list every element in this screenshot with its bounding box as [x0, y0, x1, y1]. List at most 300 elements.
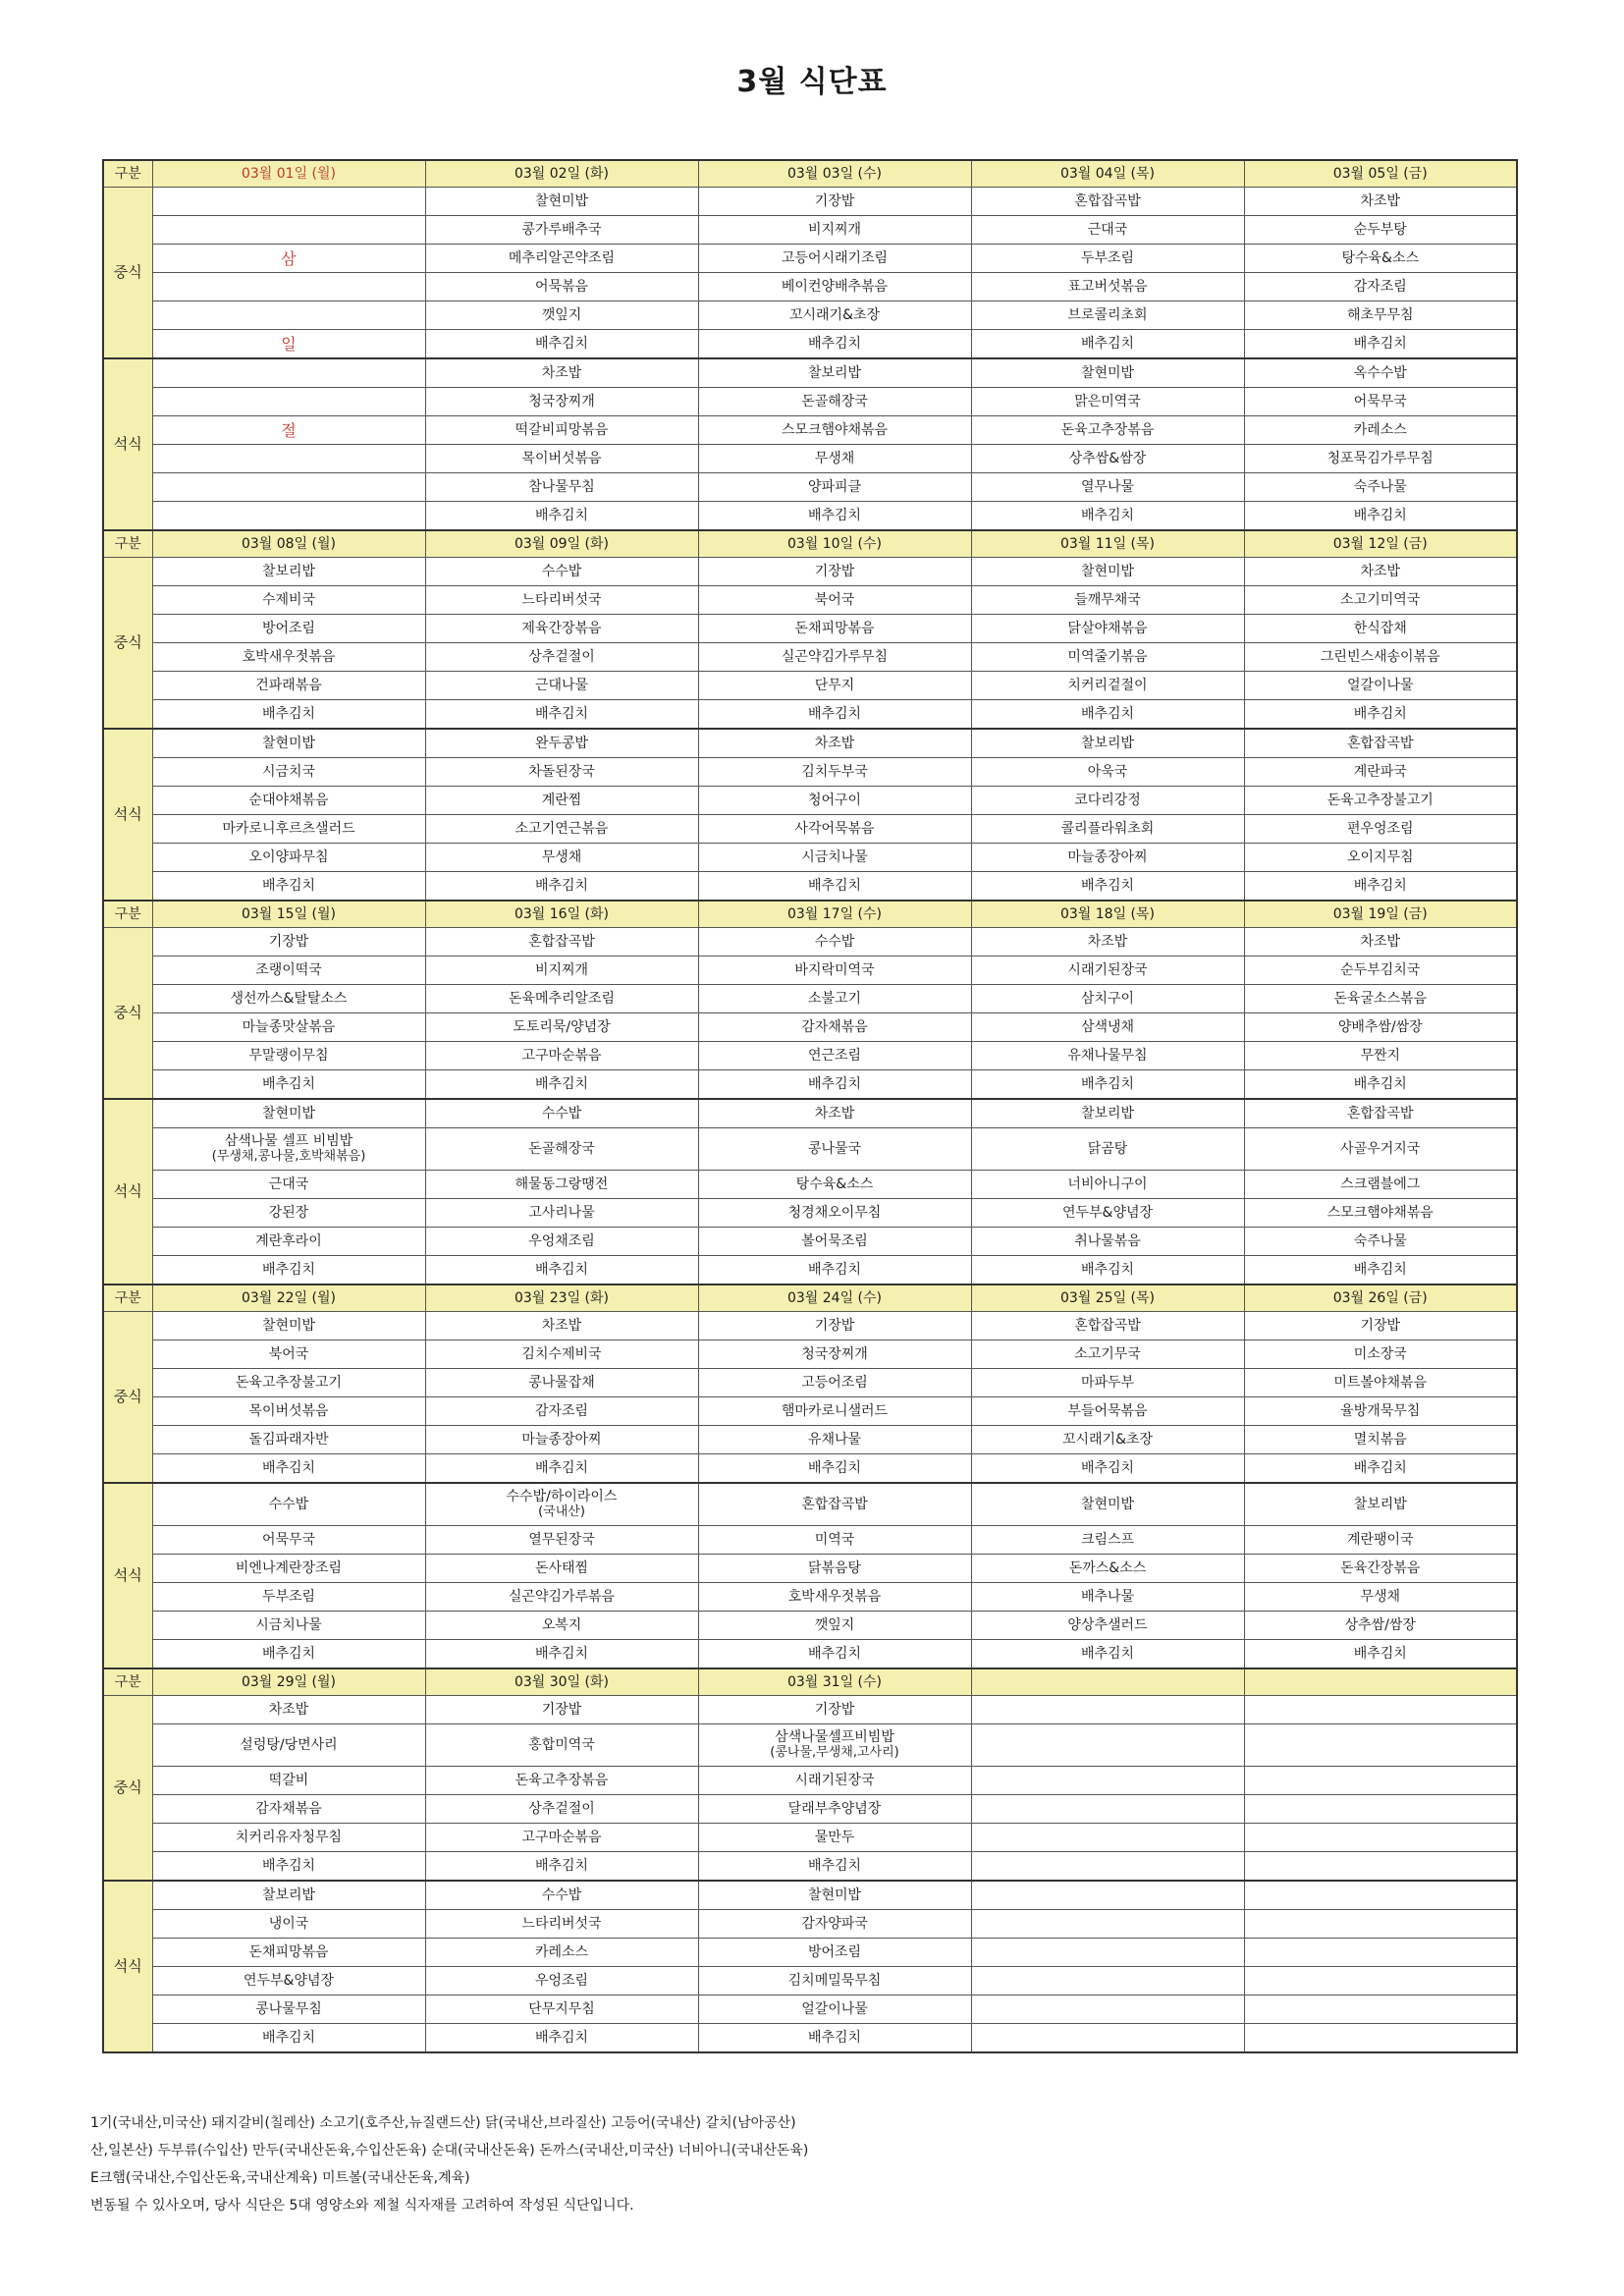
menu-item: 무말랭이무침 — [152, 1042, 425, 1070]
menu-item: 냉이국 — [152, 1910, 425, 1939]
menu-item: 배추김치 — [971, 502, 1244, 531]
menu-item: 숙주나물 — [1244, 473, 1517, 502]
menu-item: 배추김치 — [1244, 700, 1517, 730]
menu-item: 무생채 — [1244, 1583, 1517, 1612]
menu-item: 편우엉조림 — [1244, 815, 1517, 844]
menu-item: 일 — [152, 330, 425, 359]
menu-item: 소불고기 — [698, 985, 971, 1013]
date-header: 03월 12일 (금) — [1244, 530, 1517, 558]
menu-item: 찰현미밥 — [425, 188, 698, 216]
menu-item: 찰현미밥 — [152, 1099, 425, 1128]
menu-item: 배추김치 — [698, 872, 971, 902]
menu-item: 절 — [152, 416, 425, 445]
menu-item: 찰현미밥 — [152, 1312, 425, 1340]
menu-item: 어묵볶음 — [425, 273, 698, 301]
menu-item: 실곤약김가루무침 — [698, 643, 971, 672]
menu-item: 들깨무채국 — [971, 586, 1244, 615]
date-header: 03월 23일 (화) — [425, 1285, 698, 1312]
menu-item: 혼합잡곡밥 — [698, 1483, 971, 1526]
menu-item: 미트볼야채볶음 — [1244, 1369, 1517, 1397]
menu-item: 감자조림 — [1244, 273, 1517, 301]
section-label: 구분 — [103, 901, 152, 928]
lunch-row — [103, 216, 1517, 245]
menu-item: 배추김치 — [152, 1852, 425, 1882]
menu-item: 상추쌈&쌈장 — [971, 445, 1244, 473]
menu-item — [152, 216, 425, 245]
menu-item: 찰현미밥 — [152, 729, 425, 758]
menu-item: 찰보리밥 — [698, 358, 971, 388]
menu-item: 열무나물 — [971, 473, 1244, 502]
date-header: 03월 15일 (월) — [152, 901, 425, 928]
dinner-label: 석식 — [103, 1881, 152, 2052]
menu-item: 오복지 — [425, 1612, 698, 1640]
menu-item: 찰보리밥 — [1244, 1483, 1517, 1526]
date-header — [1244, 1668, 1517, 1696]
section-label: 구분 — [103, 160, 152, 188]
menu-item: 해물동그랑땡전 — [425, 1171, 698, 1199]
footnote-line: 산,일본산) 두부류(수입산) 만두(국내산돈육,수입산돈육) 순대(국내산돈육) 돈까스(국내산,미국산) 너비아니(국내산돈육) — [90, 2143, 809, 2159]
menu-item: 돈육고추장불고기 — [152, 1369, 425, 1397]
menu-item: 순두부탕 — [1244, 216, 1517, 245]
menu-item: 찰보리밥 — [971, 1099, 1244, 1128]
menu-item: 혼합잡곡밥 — [971, 1312, 1244, 1340]
menu-item: 배추김치 — [425, 700, 698, 730]
menu-item: 양파피클 — [698, 473, 971, 502]
menu-item: 배추김치 — [698, 2024, 971, 2053]
menu-item: 배추김치 — [698, 1640, 971, 1669]
dinner-row — [103, 872, 1517, 902]
menu-item: 크림스프 — [971, 1526, 1244, 1555]
menu-item: 차조밥 — [152, 1696, 425, 1724]
week-header-row — [103, 901, 1517, 928]
menu-item: 제육간장볶음 — [425, 615, 698, 643]
menu-item: 미역국 — [698, 1526, 971, 1555]
menu-item: 너비아니구이 — [971, 1171, 1244, 1199]
menu-item: 돈채피망볶음 — [698, 615, 971, 643]
menu-item: 완두콩밥 — [425, 729, 698, 758]
menu-item: 차조밥 — [1244, 928, 1517, 957]
lunch-row — [103, 1696, 1517, 1724]
menu-item: 혼합잡곡밥 — [1244, 729, 1517, 758]
menu-item: 참나물무침 — [425, 473, 698, 502]
dinner-row — [103, 1199, 1517, 1228]
footnote-line: 변동될 수 있사오며, 당사 식단은 5대 영양소와 제철 식자재를 고려하여 작성된 식단입니다. — [90, 2198, 634, 2214]
menu-item: 수수밥 — [152, 1483, 425, 1526]
menu-item: 무생채 — [698, 445, 971, 473]
menu-item: 삼치구이 — [971, 985, 1244, 1013]
menu-item: 배추김치 — [1244, 872, 1517, 902]
menu-item: 수수밥 — [425, 1099, 698, 1128]
menu-item: 청경채오이무침 — [698, 1199, 971, 1228]
menu-item: 코다리강정 — [971, 787, 1244, 815]
menu-item: 미역줄기볶음 — [971, 643, 1244, 672]
menu-item: 오이지무침 — [1244, 844, 1517, 872]
menu-item: 취나물볶음 — [971, 1228, 1244, 1256]
menu-item: 차조밥 — [698, 1099, 971, 1128]
menu-item: 청포묵김가루무침 — [1244, 445, 1517, 473]
menu-item — [971, 1939, 1244, 1967]
menu-item: 배추김치 — [425, 1852, 698, 1882]
menu-item: 마늘종장아찌 — [971, 844, 1244, 872]
menu-item: 청국장찌개 — [698, 1340, 971, 1369]
menu-item: 감자채볶음 — [152, 1795, 425, 1824]
menu-item: 수제비국 — [152, 586, 425, 615]
menu-item: 꼬시래기&초장 — [698, 301, 971, 330]
menu-item: 목이버섯볶음 — [152, 1397, 425, 1426]
dinner-row — [103, 1128, 1517, 1171]
menu-item: 돈채피망볶음 — [152, 1939, 425, 1967]
menu-item: 돈육고추장볶음 — [425, 1767, 698, 1795]
menu-item — [152, 388, 425, 416]
date-header: 03월 31일 (수) — [698, 1668, 971, 1696]
dinner-row — [103, 1939, 1517, 1967]
dinner-row — [103, 1583, 1517, 1612]
menu-item: 설렁탕/당면사리 — [152, 1724, 425, 1767]
lunch-row — [103, 558, 1517, 586]
menu-item: 배추김치 — [152, 872, 425, 902]
dinner-row — [103, 1881, 1517, 1910]
dinner-row — [103, 1483, 1517, 1526]
menu-item — [1244, 1995, 1517, 2024]
date-header: 03월 18일 (목) — [971, 901, 1244, 928]
menu-item: 감자양파국 — [698, 1910, 971, 1939]
menu-item: 돈육고추장볶음 — [971, 416, 1244, 445]
menu-item: 고구마순볶음 — [425, 1042, 698, 1070]
dinner-row — [103, 1640, 1517, 1669]
menu-item: 찰현미밥 — [971, 558, 1244, 586]
menu-item — [152, 473, 425, 502]
menu-item: 차조밥 — [698, 729, 971, 758]
menu-item: 마카로니후르츠샐러드 — [152, 815, 425, 844]
lunch-label: 중식 — [103, 188, 152, 359]
menu-item: 우엉조림 — [425, 1967, 698, 1995]
menu-item: 배추김치 — [1244, 330, 1517, 359]
menu-item — [971, 1767, 1244, 1795]
menu-item: 소고기연근볶음 — [425, 815, 698, 844]
menu-item: 배추김치 — [698, 1256, 971, 1285]
lunch-row — [103, 1369, 1517, 1397]
section-label: 구분 — [103, 1285, 152, 1312]
menu-item: 돌김파래자반 — [152, 1426, 425, 1454]
menu-item: 비엔나계란장조림 — [152, 1555, 425, 1583]
menu-item: 배추김치 — [425, 872, 698, 902]
week-header-row — [103, 1668, 1517, 1696]
menu-item: 수수밥 — [425, 558, 698, 586]
menu-item: 느타리버섯국 — [425, 586, 698, 615]
menu-item: 기장밥 — [698, 1696, 971, 1724]
menu-item: 배추김치 — [971, 1256, 1244, 1285]
menu-item: 계란후라이 — [152, 1228, 425, 1256]
menu-item: 순대야채볶음 — [152, 787, 425, 815]
lunch-row — [103, 1340, 1517, 1369]
date-header: 03월 17일 (수) — [698, 901, 971, 928]
lunch-row — [103, 1013, 1517, 1042]
dinner-row — [103, 445, 1517, 473]
menu-item: 어묵무국 — [1244, 388, 1517, 416]
menu-item — [152, 502, 425, 531]
menu-item: 우엉채조림 — [425, 1228, 698, 1256]
date-header: 03월 25일 (목) — [971, 1285, 1244, 1312]
menu-item: 스모크햄야채볶음 — [1244, 1199, 1517, 1228]
menu-item — [1244, 1967, 1517, 1995]
lunch-row — [103, 928, 1517, 957]
menu-item: 돈골해장국 — [425, 1128, 698, 1171]
dinner-row — [103, 758, 1517, 787]
lunch-row — [103, 1454, 1517, 1484]
menu-item: 혼합잡곡밥 — [425, 928, 698, 957]
menu-item: 계란팽이국 — [1244, 1526, 1517, 1555]
menu-item: 메추리알곤약조림 — [425, 245, 698, 273]
dinner-row — [103, 358, 1517, 388]
menu-item: 멸치볶음 — [1244, 1426, 1517, 1454]
date-header: 03월 03일 (수) — [698, 160, 971, 188]
lunch-row — [103, 985, 1517, 1013]
date-header: 03월 26일 (금) — [1244, 1285, 1517, 1312]
menu-item: 베이컨양배추볶음 — [698, 273, 971, 301]
menu-item: 건파래볶음 — [152, 672, 425, 700]
menu-item — [152, 358, 425, 388]
footnote-line: E크햄(국내산,수입산돈육,국내산계육) 미트볼(국내산돈육,계육) — [90, 2170, 470, 2186]
menu-item: 배추김치 — [698, 1454, 971, 1484]
menu-item: 햄마카로니샐러드 — [698, 1397, 971, 1426]
menu-item: 목이버섯볶음 — [425, 445, 698, 473]
menu-item: 김치두부국 — [698, 758, 971, 787]
menu-item — [1244, 2024, 1517, 2053]
dinner-label: 석식 — [103, 729, 152, 901]
week-header-row — [103, 1285, 1517, 1312]
lunch-row — [103, 586, 1517, 615]
menu-item — [971, 1910, 1244, 1939]
week-header-row — [103, 530, 1517, 558]
menu-item: 깻잎지 — [425, 301, 698, 330]
menu-item: 돈육고추장불고기 — [1244, 787, 1517, 815]
dinner-row — [103, 1526, 1517, 1555]
dinner-row — [103, 1256, 1517, 1285]
origin-footnotes — [90, 2109, 1524, 2219]
menu-item: 얼갈이나물 — [698, 1995, 971, 2024]
menu-item: 두부조림 — [971, 245, 1244, 273]
menu-item — [971, 1967, 1244, 1995]
menu-item: 차조밥 — [971, 928, 1244, 957]
menu-item: 배추김치 — [425, 1640, 698, 1669]
menu-item: 유채나물무침 — [971, 1042, 1244, 1070]
lunch-row — [103, 1070, 1517, 1100]
date-header: 03월 04일 (목) — [971, 160, 1244, 188]
menu-item — [152, 273, 425, 301]
menu-item — [152, 188, 425, 216]
menu-item: 상추쌈/쌈장 — [1244, 1612, 1517, 1640]
menu-item: 얼갈이나물 — [1244, 672, 1517, 700]
menu-item: 방어조림 — [152, 615, 425, 643]
menu-item: 물만두 — [698, 1824, 971, 1852]
menu-item: 돈골해장국 — [698, 388, 971, 416]
date-header: 03월 19일 (금) — [1244, 901, 1517, 928]
menu-item: 미소장국 — [1244, 1340, 1517, 1369]
menu-item — [971, 1995, 1244, 2024]
menu-item: 사각어묵볶음 — [698, 815, 971, 844]
menu-item: 열무된장국 — [425, 1526, 698, 1555]
menu-item: 콩나물잡채 — [425, 1369, 698, 1397]
menu-item: 배추김치 — [152, 1454, 425, 1484]
lunch-row — [103, 643, 1517, 672]
dinner-label: 석식 — [103, 358, 152, 530]
menu-item: 삼색냉채 — [971, 1013, 1244, 1042]
lunch-label: 중식 — [103, 1312, 152, 1484]
menu-item: 북어국 — [152, 1340, 425, 1369]
lunch-label: 중식 — [103, 928, 152, 1100]
menu-item: 배추김치 — [971, 700, 1244, 730]
menu-item: 연두부&양념장 — [152, 1967, 425, 1995]
menu-item: 차조밥 — [1244, 188, 1517, 216]
menu-item: 시래기된장국 — [698, 1767, 971, 1795]
menu-item: 고등어시래기조림 — [698, 245, 971, 273]
menu-item: 콩가루배추국 — [425, 216, 698, 245]
lunch-row — [103, 1795, 1517, 1824]
menu-item: 배추김치 — [971, 1070, 1244, 1100]
menu-item: 청어구이 — [698, 787, 971, 815]
menu-item: 배추김치 — [425, 1070, 698, 1100]
dinner-row — [103, 502, 1517, 531]
menu-item: 감자조림 — [425, 1397, 698, 1426]
page-title: 3월 식단표 — [736, 65, 888, 99]
date-header: 03월 11일 (목) — [971, 530, 1244, 558]
date-header: 03월 05일 (금) — [1244, 160, 1517, 188]
dinner-row — [103, 388, 1517, 416]
menu-item: 느타리버섯국 — [425, 1910, 698, 1939]
menu-item: 배추김치 — [1244, 502, 1517, 531]
menu-item: 시금치나물 — [698, 844, 971, 872]
menu-item: 소고기미역국 — [1244, 586, 1517, 615]
lunch-row — [103, 1767, 1517, 1795]
menu-item — [971, 1824, 1244, 1852]
menu-item: 치커리유자청무침 — [152, 1824, 425, 1852]
lunch-row — [103, 188, 1517, 216]
menu-item: 배추김치 — [698, 700, 971, 730]
menu-item: 기장밥 — [152, 928, 425, 957]
dinner-row — [103, 1967, 1517, 1995]
menu-item — [1244, 1696, 1517, 1724]
menu-item: 삼색나물셀프비빔밥 (콩나물,무생채,고사리) — [698, 1724, 971, 1767]
dinner-row — [103, 416, 1517, 445]
menu-item: 김치메밀묵무침 — [698, 1967, 971, 1995]
menu-item: 배추김치 — [152, 700, 425, 730]
menu-item: 브로콜리초회 — [971, 301, 1244, 330]
dinner-label: 석식 — [103, 1099, 152, 1285]
menu-item-note: (국내산) — [538, 1504, 585, 1519]
menu-item: 시래기된장국 — [971, 957, 1244, 985]
menu-item: 무생채 — [425, 844, 698, 872]
lunch-row — [103, 1397, 1517, 1426]
menu-item: 치커리겉절이 — [971, 672, 1244, 700]
menu-item: 근대국 — [152, 1171, 425, 1199]
dinner-row — [103, 1555, 1517, 1583]
menu-item — [971, 1795, 1244, 1824]
dinner-row — [103, 787, 1517, 815]
lunch-row — [103, 301, 1517, 330]
menu-item: 율방개묵무침 — [1244, 1397, 1517, 1426]
menu-item: 시금치국 — [152, 758, 425, 787]
dinner-row — [103, 1171, 1517, 1199]
menu-item — [1244, 1767, 1517, 1795]
lunch-row — [103, 1312, 1517, 1340]
menu-item: 배추김치 — [425, 330, 698, 359]
menu-item: 찰현미밥 — [698, 1881, 971, 1910]
menu-item: 콩나물무침 — [152, 1995, 425, 2024]
menu-item: 콜리플라워초회 — [971, 815, 1244, 844]
date-header: 03월 22일 (월) — [152, 1285, 425, 1312]
menu-item: 카레소스 — [425, 1939, 698, 1967]
menu-table — [102, 159, 1518, 2053]
date-header: 03월 09일 (화) — [425, 530, 698, 558]
menu-item: 배추김치 — [698, 1852, 971, 1882]
menu-item: 떡갈비 — [152, 1767, 425, 1795]
menu-item: 고구마순볶음 — [425, 1824, 698, 1852]
menu-item: 배추김치 — [971, 330, 1244, 359]
menu-item: 어묵무국 — [152, 1526, 425, 1555]
menu-item: 양상추샐러드 — [971, 1612, 1244, 1640]
menu-item: 단무지 — [698, 672, 971, 700]
menu-item: 홍합미역국 — [425, 1724, 698, 1767]
menu-item: 콩나물국 — [698, 1128, 971, 1171]
lunch-row — [103, 700, 1517, 730]
menu-item: 실곤약김가루볶음 — [425, 1583, 698, 1612]
menu-item: 배추김치 — [971, 872, 1244, 902]
menu-item: 그린빈스새송이볶음 — [1244, 643, 1517, 672]
menu-item: 스모크햄야채볶음 — [698, 416, 971, 445]
menu-item: 마늘종장아찌 — [425, 1426, 698, 1454]
menu-item: 닭볶음탕 — [698, 1555, 971, 1583]
menu-item: 배추김치 — [698, 502, 971, 531]
date-header: 03월 30일 (화) — [425, 1668, 698, 1696]
menu-item — [971, 1724, 1244, 1767]
menu-item: 계란찜 — [425, 787, 698, 815]
lunch-row — [103, 273, 1517, 301]
date-header: 03월 08일 (월) — [152, 530, 425, 558]
menu-item: 배추김치 — [1244, 1070, 1517, 1100]
menu-item — [971, 1881, 1244, 1910]
dinner-row — [103, 1228, 1517, 1256]
menu-item: 탕수육&소스 — [1244, 245, 1517, 273]
menu-item — [1244, 1910, 1517, 1939]
menu-item: 단무지무침 — [425, 1995, 698, 2024]
menu-item — [1244, 1881, 1517, 1910]
section-label: 구분 — [103, 1668, 152, 1696]
lunch-row — [103, 1852, 1517, 1882]
menu-item: 닭곰탕 — [971, 1128, 1244, 1171]
menu-item: 배추김치 — [152, 2024, 425, 2053]
menu-item: 탕수육&소스 — [698, 1171, 971, 1199]
lunch-row — [103, 615, 1517, 643]
menu-item: 마파두부 — [971, 1369, 1244, 1397]
menu-item: 순두부김치국 — [1244, 957, 1517, 985]
dinner-row — [103, 815, 1517, 844]
menu-item: 마늘종맛살볶음 — [152, 1013, 425, 1042]
menu-item — [971, 2024, 1244, 2053]
menu-item: 생선까스&탈탈소스 — [152, 985, 425, 1013]
menu-item: 혼합잡곡밥 — [1244, 1099, 1517, 1128]
lunch-row — [103, 245, 1517, 273]
menu-item: 배추김치 — [425, 502, 698, 531]
menu-item: 도토리묵/양념장 — [425, 1013, 698, 1042]
menu-item: 호박새우젓볶음 — [152, 643, 425, 672]
date-header — [971, 1668, 1244, 1696]
menu-item: 기장밥 — [698, 1312, 971, 1340]
menu-item: 배추김치 — [1244, 1454, 1517, 1484]
dinner-row — [103, 473, 1517, 502]
menu-item-note: (무생채,콩나물,호박채볶음) — [211, 1149, 366, 1164]
menu-item: 돈까스&소스 — [971, 1555, 1244, 1583]
menu-item: 기장밥 — [425, 1696, 698, 1724]
